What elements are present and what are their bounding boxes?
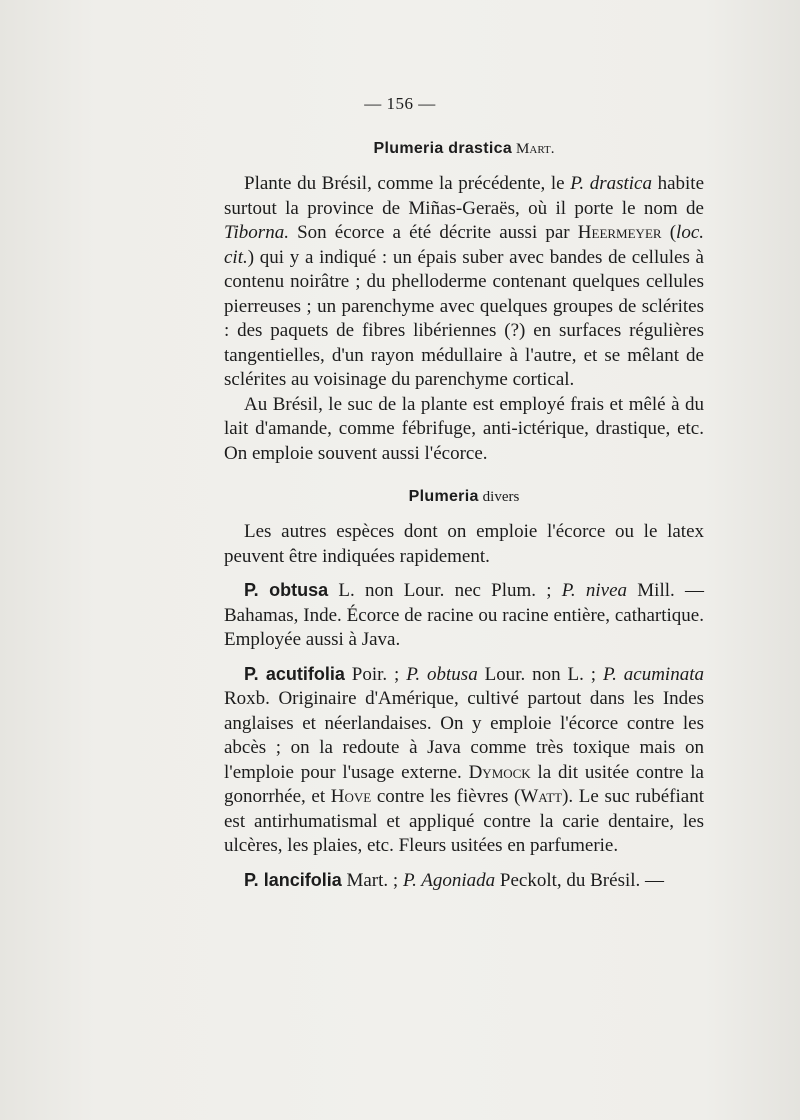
text-block (224, 138, 704, 893)
paragraph-divers-intro: Les autres espèces dont on emploie l'écorce ou le latex peuvent être indiquées rapidement. (224, 521, 704, 567)
text-run: ). Le suc rubéfiant est antirhumatismal et appliqué contre la carie dentaire, les ulcères, les plaies, etc. Fleurs usitées en parfumerie. (224, 786, 705, 856)
text-run: ) qui y a indiqué : un épais suber avec bandes de cellules à contenu noirâtre ; du phelloderme contenant quelques cellules pierreuses ; un parenchyme avec quelques groupes de sclérites : des paquets de fibres libériennes (?) en surfaces régulières tangentielles, d'un rayon médullaire à l'autre, et se mêlant de sclérites au voisinage du parenchyme cortical. (224, 246, 704, 390)
entry-acutifolia (224, 662, 704, 859)
italic-citation: loc. cit. (224, 222, 705, 268)
text-run: Plante du Brésil, comme la précédente, le (244, 173, 571, 194)
heading-genus: Plumeria (408, 488, 479, 505)
page-number: — 156 — (364, 94, 436, 113)
italic-vernacular-name: Tiborna. (224, 222, 289, 243)
author-name: Hove (330, 786, 372, 807)
text-run: habite surtout la province de Miñas-Geraës, où il porte le nom de (224, 173, 705, 219)
species-name: P. obtusa (244, 580, 329, 600)
text-run: Roxb. Originaire d'Amérique, cultivé partout dans les Indes anglaises et néerlandaises. On y emploie l'écorce contre les abcès ; on la redoute à Java comme très toxique mais on l'emploie pour l'usage externe. (224, 688, 704, 783)
text-run: ( (661, 222, 677, 243)
author-name: Dymock (468, 761, 531, 783)
heading-suffix: divers (482, 489, 520, 505)
entry-obtusa (224, 578, 704, 653)
italic-synonym: P. nivea (561, 580, 628, 601)
text-run: Lour. non L. ; (477, 663, 603, 685)
heading-author: Mart. (516, 141, 555, 157)
text-run: contre les fièvres ( (371, 786, 521, 807)
text-run: Mill. — Bahamas, Inde. Écorce de racine ou racine entière, cathartique. Employée aussi à Java. (224, 580, 704, 650)
text-run: Poir. ; (344, 663, 407, 685)
author-name: Watt (520, 786, 563, 807)
section-heading-drastica (224, 138, 704, 160)
entry-lancifolia (224, 868, 704, 894)
italic-synonym: P. Agoniada (402, 869, 496, 891)
paragraph-drastica-uses: Au Brésil, le suc de la plante est employé frais et mêlé à du lait d'amande, comme fébrifuge, anti-ictérique, drastique, etc. On emploie souvent aussi l'écorce. (224, 393, 704, 464)
italic-synonym: P. obtusa (406, 663, 478, 685)
text-run: L. non Lour. nec Plum. ; (328, 580, 562, 601)
text-run: Mart. ; (341, 869, 403, 891)
heading-genus: Plumeria drastica (373, 140, 513, 157)
section-heading-divers (224, 486, 704, 508)
italic-taxon: P. drastica (570, 173, 652, 194)
text-run: la dit usitée contre la gonorrhée, et (224, 761, 704, 807)
species-name: P. lancifolia (244, 869, 342, 890)
paragraph-drastica-description (224, 172, 704, 393)
author-name: Heermeyer (577, 222, 662, 243)
text-run: Son écorce a été décrite aussi par (288, 222, 578, 243)
species-name: P. acutifolia (244, 663, 345, 684)
italic-synonym: P. acuminata (602, 663, 704, 685)
text-run: Peckolt, du Brésil. — (495, 869, 665, 891)
